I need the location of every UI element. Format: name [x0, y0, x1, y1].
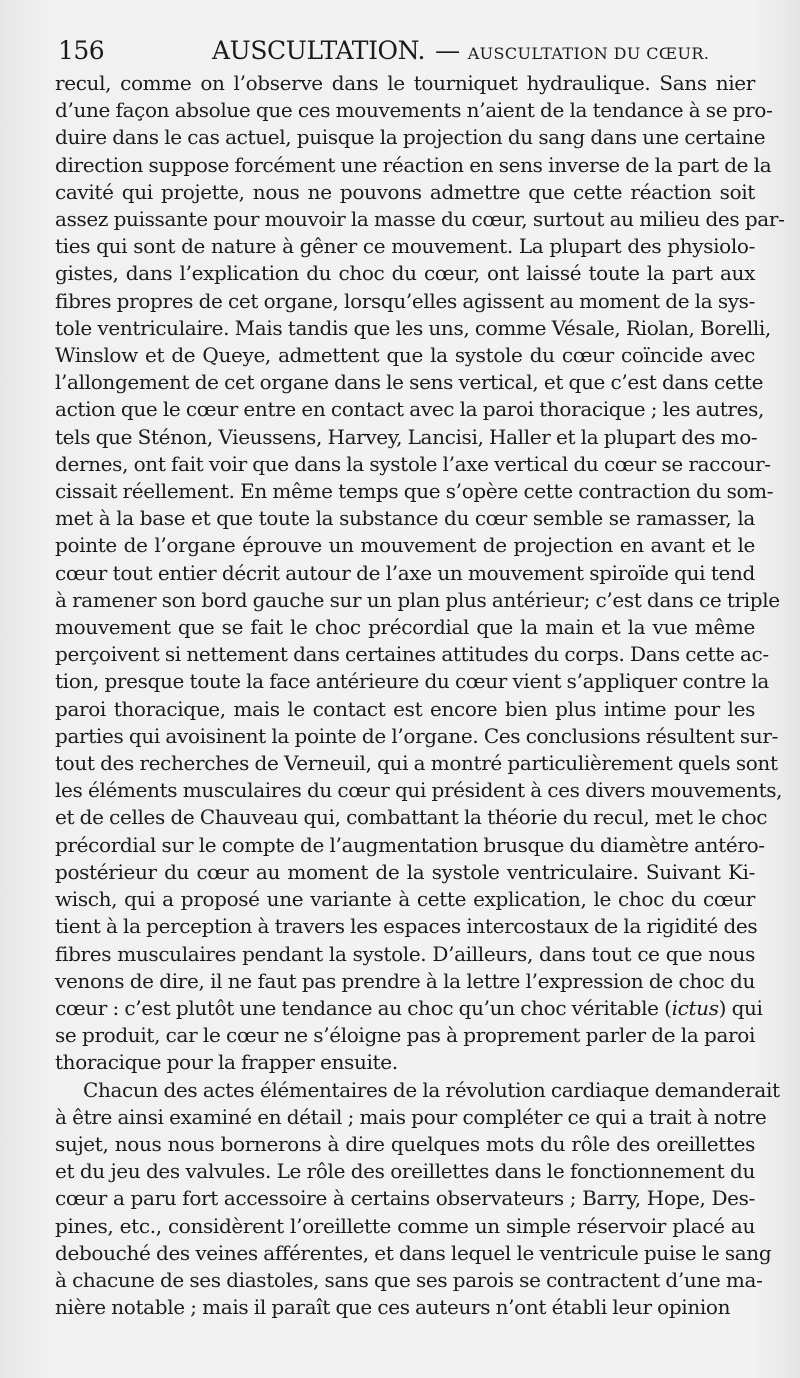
text-line: perçoivent si nettement dans certaines attitudes du corps. Dans cette ac- — [55, 642, 769, 667]
title-dash: — — [435, 36, 460, 65]
text-line: fibres musculaires pendant la systole. D’ailleurs, dans tout ce que nous — [55, 941, 755, 966]
text-line: duire dans le cas actuel, puisque la projection du sang dans une certaine — [55, 125, 766, 150]
paragraph — [55, 70, 785, 1077]
text-line: tient à la perception à travers les espaces intercostaux de la rigidité des — [55, 914, 758, 939]
text-line: Winslow et de Queye, admettent que la systole du cœur coïncide avec — [55, 343, 755, 368]
text-line: paroi thoracique, mais le contact est encore bien plus intime pour les — [55, 696, 755, 721]
text-line: tout des recherches de Verneuil, qui a montré particulièrement quels sont — [55, 751, 778, 776]
text-line: nière notable ; mais il paraît que ces auteurs n’ont établi leur opinion — [55, 1295, 731, 1320]
body-text — [55, 70, 785, 1321]
text-line: pines, etc., considèrent l’oreillette comme un simple réservoir placé au — [55, 1213, 755, 1238]
text-line: et du jeu des valvules. Le rôle des oreillettes dans le fonctionnement du — [55, 1159, 755, 1184]
text-line: cavité qui projette, nous ne pouvons admettre que cette réaction soit — [55, 179, 755, 204]
text-line: se produit, car le cœur ne s’éloigne pas à proprement parler de la paroi — [55, 1023, 755, 1048]
text-line: assez puissante pour mouvoir la masse du cœur, surtout au milieu des par- — [55, 207, 785, 232]
text-line: tels que Sténon, Vieussens, Harvey, Lancisi, Haller et la plupart des mo- — [55, 424, 758, 449]
section-title: AUSCULTATION DU CŒUR. — [467, 44, 710, 63]
running-title — [212, 34, 709, 71]
text-line: l’allongement de cet organe dans le sens vertical, et que c’est dans cette — [55, 370, 764, 395]
text-line: venons de dire, il ne faut pas prendre à la lettre l’expression de choc du — [55, 968, 755, 993]
text-line: pointe de l’organe éprouve un mouvement de projection en avant et le — [55, 533, 755, 558]
text-line: et de celles de Chauveau qui, combattant la théorie du recul, met le choc — [55, 805, 768, 830]
page-number: 156 — [58, 36, 105, 65]
chapter-title: AUSCULTATION. — [212, 36, 426, 65]
text-line: sujet, nous nous bornerons à dire quelques mots du rôle des oreillettes — [55, 1131, 755, 1156]
text-line: debouché des veines afférentes, et dans lequel le ventricule puise le sang — [55, 1240, 772, 1265]
paragraph — [55, 1077, 780, 1322]
text-line: tole ventriculaire. Mais tandis que les uns, comme Vésale, Riolan, Borelli, — [55, 315, 771, 340]
text-line: parties qui avoisinent la pointe de l’organe. Ces conclusions résultent sur- — [55, 723, 778, 748]
text-line: mouvement que se fait le choc précordial que la main et la vue même — [55, 615, 755, 640]
text-line: recul, comme on l’observe dans le tourniquet hydraulique. Sans nier — [55, 71, 755, 95]
running-header — [58, 34, 758, 68]
text-line: les éléments musculaires du cœur qui président à ces divers mouvements, — [55, 778, 783, 803]
text-line: thoracique pour la frapper ensuite. — [55, 1050, 398, 1075]
text-line: gistes, dans l’explication du choc du cœur, ont laissé toute la part aux — [55, 261, 755, 286]
text-line: met à la base et que toute la substance du cœur semble se ramasser, la — [55, 506, 755, 531]
text-line: à chacune de ses diastoles, sans que ses parois se contractent d’une ma- — [55, 1267, 763, 1292]
text-line: cissait réellement. En même temps que s’opère cette contraction du som- — [55, 479, 774, 504]
text-line: fibres propres de cet organe, lorsqu’elles agissent au moment de la sys- — [55, 288, 755, 313]
text-line: direction suppose forcément une réaction en sens inverse de la part de la — [55, 152, 772, 177]
text-line: à ramener son bord gauche sur un plan plus antérieur; c’est dans ce triple — [55, 587, 780, 612]
text-line: d’une façon absolue que ces mouvements n’aient de la tendance à se pro- — [55, 98, 773, 123]
text-line: cœur tout entier décrit autour de l’axe un mouvement spiroïde qui tend — [55, 560, 755, 585]
text-line: précordial sur le compte de l’augmentation brusque du diamètre antéro- — [55, 832, 765, 857]
text-line: cœur : c’est plutôt une tendance au choc qu’un choc véritable (ictus) qui — [55, 995, 763, 1020]
text-line: action que le cœur entre en contact avec la paroi thoracique ; les autres, — [55, 397, 765, 422]
text-line: postérieur du cœur au moment de la systole ventriculaire. Suivant Ki- — [55, 859, 755, 884]
text-line: wisch, qui a proposé une variante à cette explication, le choc du cœur — [55, 887, 755, 912]
text-line: Chacun des actes élémentaires de la révolution cardiaque demanderait — [83, 1077, 780, 1102]
text-line: cœur a paru fort accessoire à certains observateurs ; Barry, Hope, Des- — [55, 1186, 755, 1211]
text-line: ties qui sont de nature à gêner ce mouvement. La plupart des physiolo- — [55, 234, 755, 259]
text-line: tion, presque toute la face antérieure du cœur vient s’appliquer contre la — [55, 669, 769, 694]
text-line: dernes, ont fait voir que dans la systole l’axe vertical du cœur se raccour- — [55, 451, 771, 476]
text-line: à être ainsi examiné en détail ; mais pour compléter ce qui a trait à notre — [55, 1104, 767, 1129]
